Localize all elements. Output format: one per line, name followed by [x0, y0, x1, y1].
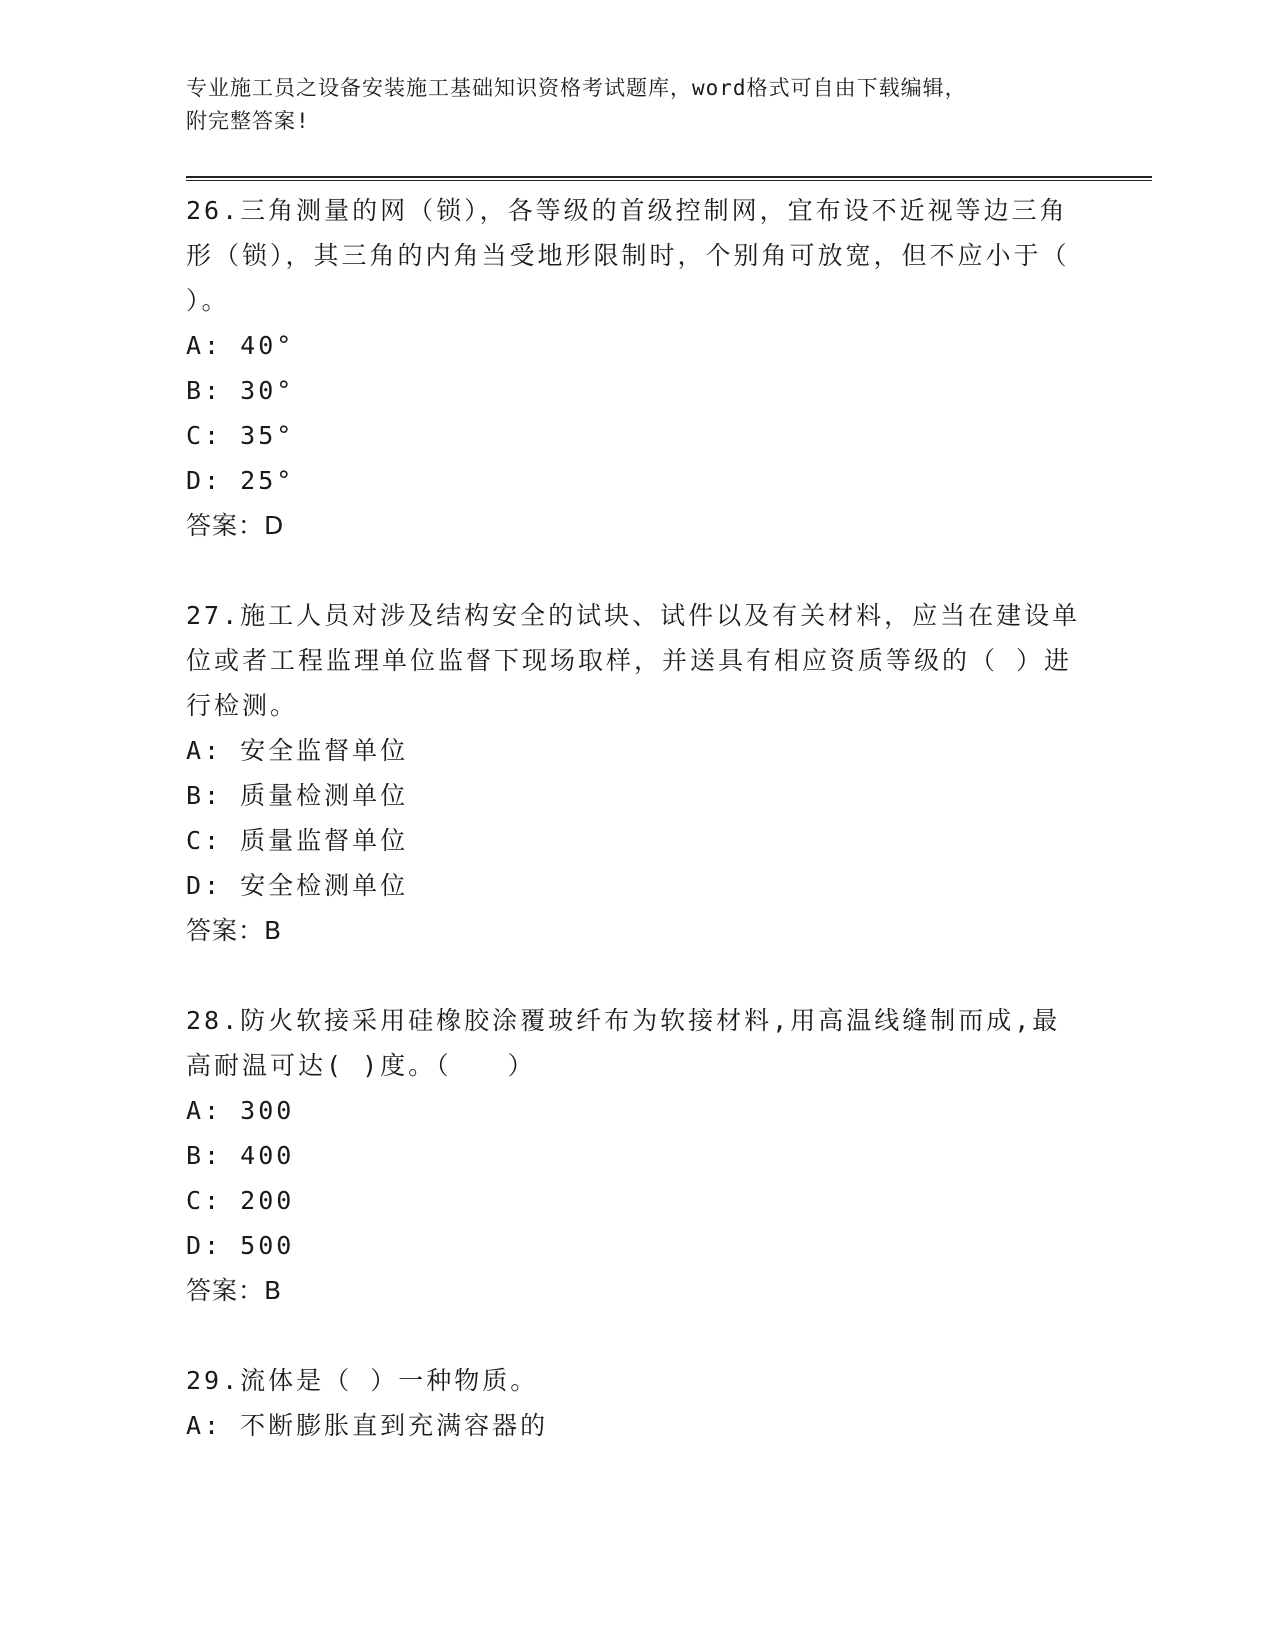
header-line-2: 附完整答案! [186, 109, 310, 133]
answer: 答案：B [186, 916, 283, 945]
document-header [186, 72, 1152, 142]
option-c: C: 35° [186, 421, 295, 450]
option-b: B: 30° [186, 376, 295, 405]
option-d: D: 安全检测单位 [186, 871, 409, 900]
option-d: D: 500 [186, 1231, 295, 1260]
option-a: A: 40° [186, 331, 295, 360]
question-27 [186, 593, 1152, 953]
question-28 [186, 998, 1152, 1313]
option-a: A: 安全监督单位 [186, 736, 409, 765]
question-stem: 27.施工人员对涉及结构安全的试块、试件以及有关材料，应当在建设单位或者工程监理单位监督下现场取样，并送具有相应资质等级的（ ）进行检测。 [186, 601, 1081, 720]
document-page [186, 72, 1152, 1448]
option-b: B: 400 [186, 1141, 295, 1170]
question-26 [186, 188, 1152, 548]
header-divider [186, 176, 1152, 181]
question-stem: 29.流体是（ ）一种物质。 [186, 1366, 539, 1395]
option-d: D: 25° [186, 466, 295, 495]
question-29 [186, 1358, 1152, 1448]
answer: 答案：D [186, 511, 285, 540]
question-stem: 28.防火软接采用硅橡胶涂覆玻纤布为软接材料,用高温线缝制而成,最高耐温可达( )度。（ ） [186, 1006, 1061, 1080]
question-stem: 26.三角测量的网（锁），各等级的首级控制网，宜布设不近视等边三角形（锁），其三角的内角当受地形限制时，个别角可放宽，但不应小于（ ）。 [186, 196, 1070, 315]
answer: 答案：B [186, 1276, 283, 1305]
option-a: A: 不断膨胀直到充满容器的 [186, 1411, 549, 1440]
header-line-1: 专业施工员之设备安装施工基础知识资格考试题库，word格式可自由下载编辑， [186, 76, 967, 100]
option-b: B: 质量检测单位 [186, 781, 409, 810]
option-a: A: 300 [186, 1096, 295, 1125]
option-c: C: 200 [186, 1186, 295, 1215]
option-c: C: 质量监督单位 [186, 826, 409, 855]
